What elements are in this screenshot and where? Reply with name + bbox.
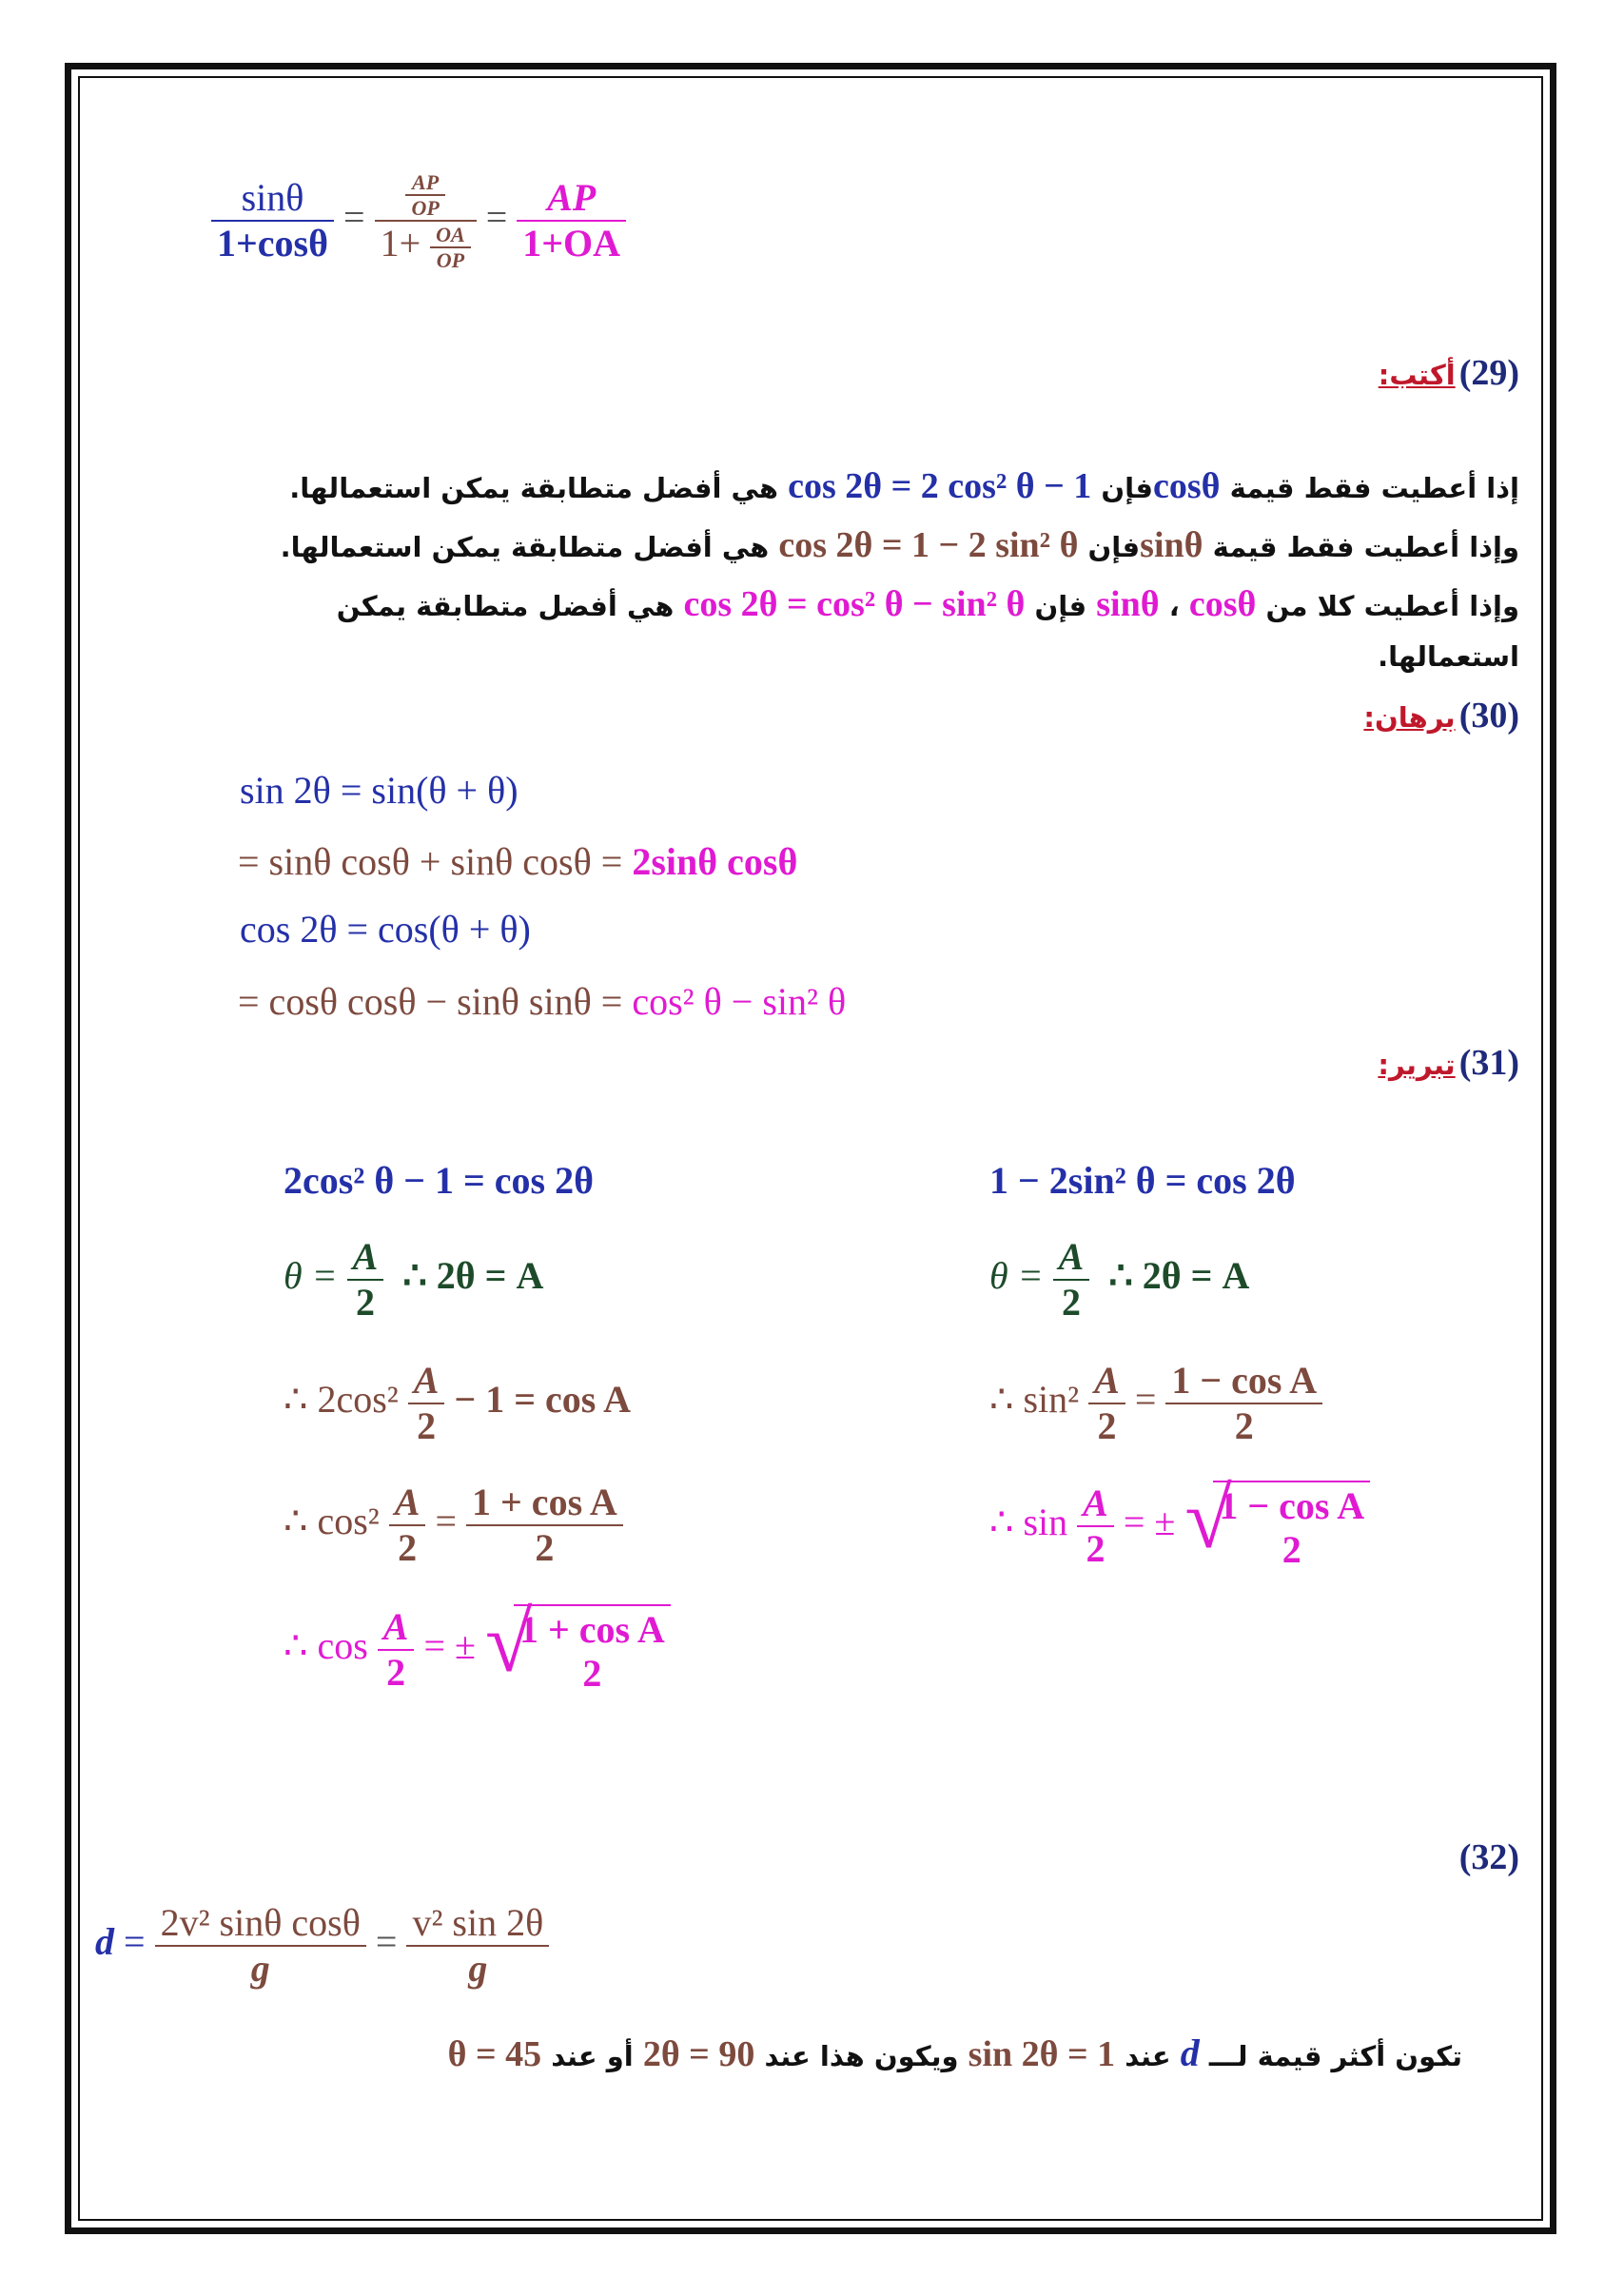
- q32-conclusion: تكون أكثر قيمة لـــ d عند sin 2θ = 1 ويكون هذا عند 2θ = 90 أو عند θ = 45: [447, 2031, 1462, 2074]
- sqrt-symbol: √ 1 − cos A 2: [1184, 1481, 1370, 1572]
- q30-line-4: = cosθ cosθ − sinθ sinθ = cos² θ − sin² θ: [238, 980, 847, 1023]
- sqrt-symbol: √ 1 + cos A 2: [485, 1604, 671, 1696]
- q29-line-1: إذا أعطيت فقط قيمة cosθفإن cos 2θ = 2 cos² θ − 1 هي أفضل متطابقة يمكن استعمالها.: [289, 466, 1519, 506]
- top-rhs-fraction: $\frac{AP}{1+OA}$: [517, 176, 626, 265]
- top-mid-fraction: $\frac{AP}{OP}$ 1+ $\frac{OA}{OP}$: [375, 169, 477, 272]
- q31-left-line-1: 2cos² θ − 1 = cos 2θ: [284, 1159, 594, 1202]
- q31-left-line-5: ∴ cos $\frac{A}{2}$ = ± √ 1 + cos A 2: [284, 1604, 671, 1696]
- q32-number: (32): [1458, 1837, 1519, 1877]
- q30-line-3: cos 2θ = cos(θ + θ): [240, 908, 531, 951]
- q31-right-line-3: ∴ sin² $\frac{A}{2}$ = $\frac{\text{1 − cos A}}{2}$: [989, 1359, 1322, 1448]
- q29-line-3: وإذا أعطيت كلا من sinθ ، cosθ فإن cos 2θ = cos² θ − sin² θ هي أفضل متطابقة يمكن: [336, 584, 1519, 624]
- q31-right-line-4: ∴ sin $\frac{A}{2}$ = ± √ 1 − cos A 2: [989, 1481, 1370, 1572]
- q30-line-2: = sinθ cosθ + sinθ cosθ = 2sinθ cosθ: [238, 840, 798, 883]
- q31-right-line-1: 1 − 2sin² θ = cos 2θ: [989, 1159, 1296, 1202]
- q29-line-4: استعمالها.: [1378, 640, 1519, 673]
- q30-heading: (30) برهان:: [1363, 696, 1519, 736]
- page-border-inner: [78, 76, 1543, 2221]
- q32-formula: d = $\frac{\text{2v² sinθ cosθ}}{g}$ = $\frac{\text{v² sin 2θ}}{g}$: [95, 1901, 549, 1991]
- q29-heading: (29) أكتب:: [1378, 353, 1519, 393]
- q31-left-line-2: θ = $\frac{A}{2}$ ∴ 2θ = A: [284, 1235, 544, 1324]
- top-formula: $\frac{\sin\theta}{1+\cos\theta}$ = $\frac{AP}{OP}$ 1+ $\frac{OA}{OP}$ = $\frac{AP}{1+OA}$: [211, 169, 626, 272]
- q30-line-1: sin 2θ = sin(θ + θ): [240, 769, 519, 812]
- q31-right-line-2: θ = $\frac{A}{2}$ ∴ 2θ = A: [989, 1235, 1250, 1324]
- top-lhs-fraction: $\frac{\sin\theta}{1+\cos\theta}$: [211, 176, 334, 265]
- q31-heading: (31) تبرير:: [1378, 1043, 1519, 1083]
- q29-line-2: وإذا أعطيت فقط قيمة sinθفإن cos 2θ = 1 − 2 sin² θ هي أفضل متطابقة يمكن استعمالها.: [280, 525, 1519, 565]
- q31-left-line-4: ∴ cos² $\frac{A}{2}$ = $\frac{\text{1 + cos A}}{2}$: [284, 1481, 623, 1570]
- q31-left-line-3: ∴ 2cos² $\frac{A}{2}$ − 1 = cos A: [284, 1359, 632, 1447]
